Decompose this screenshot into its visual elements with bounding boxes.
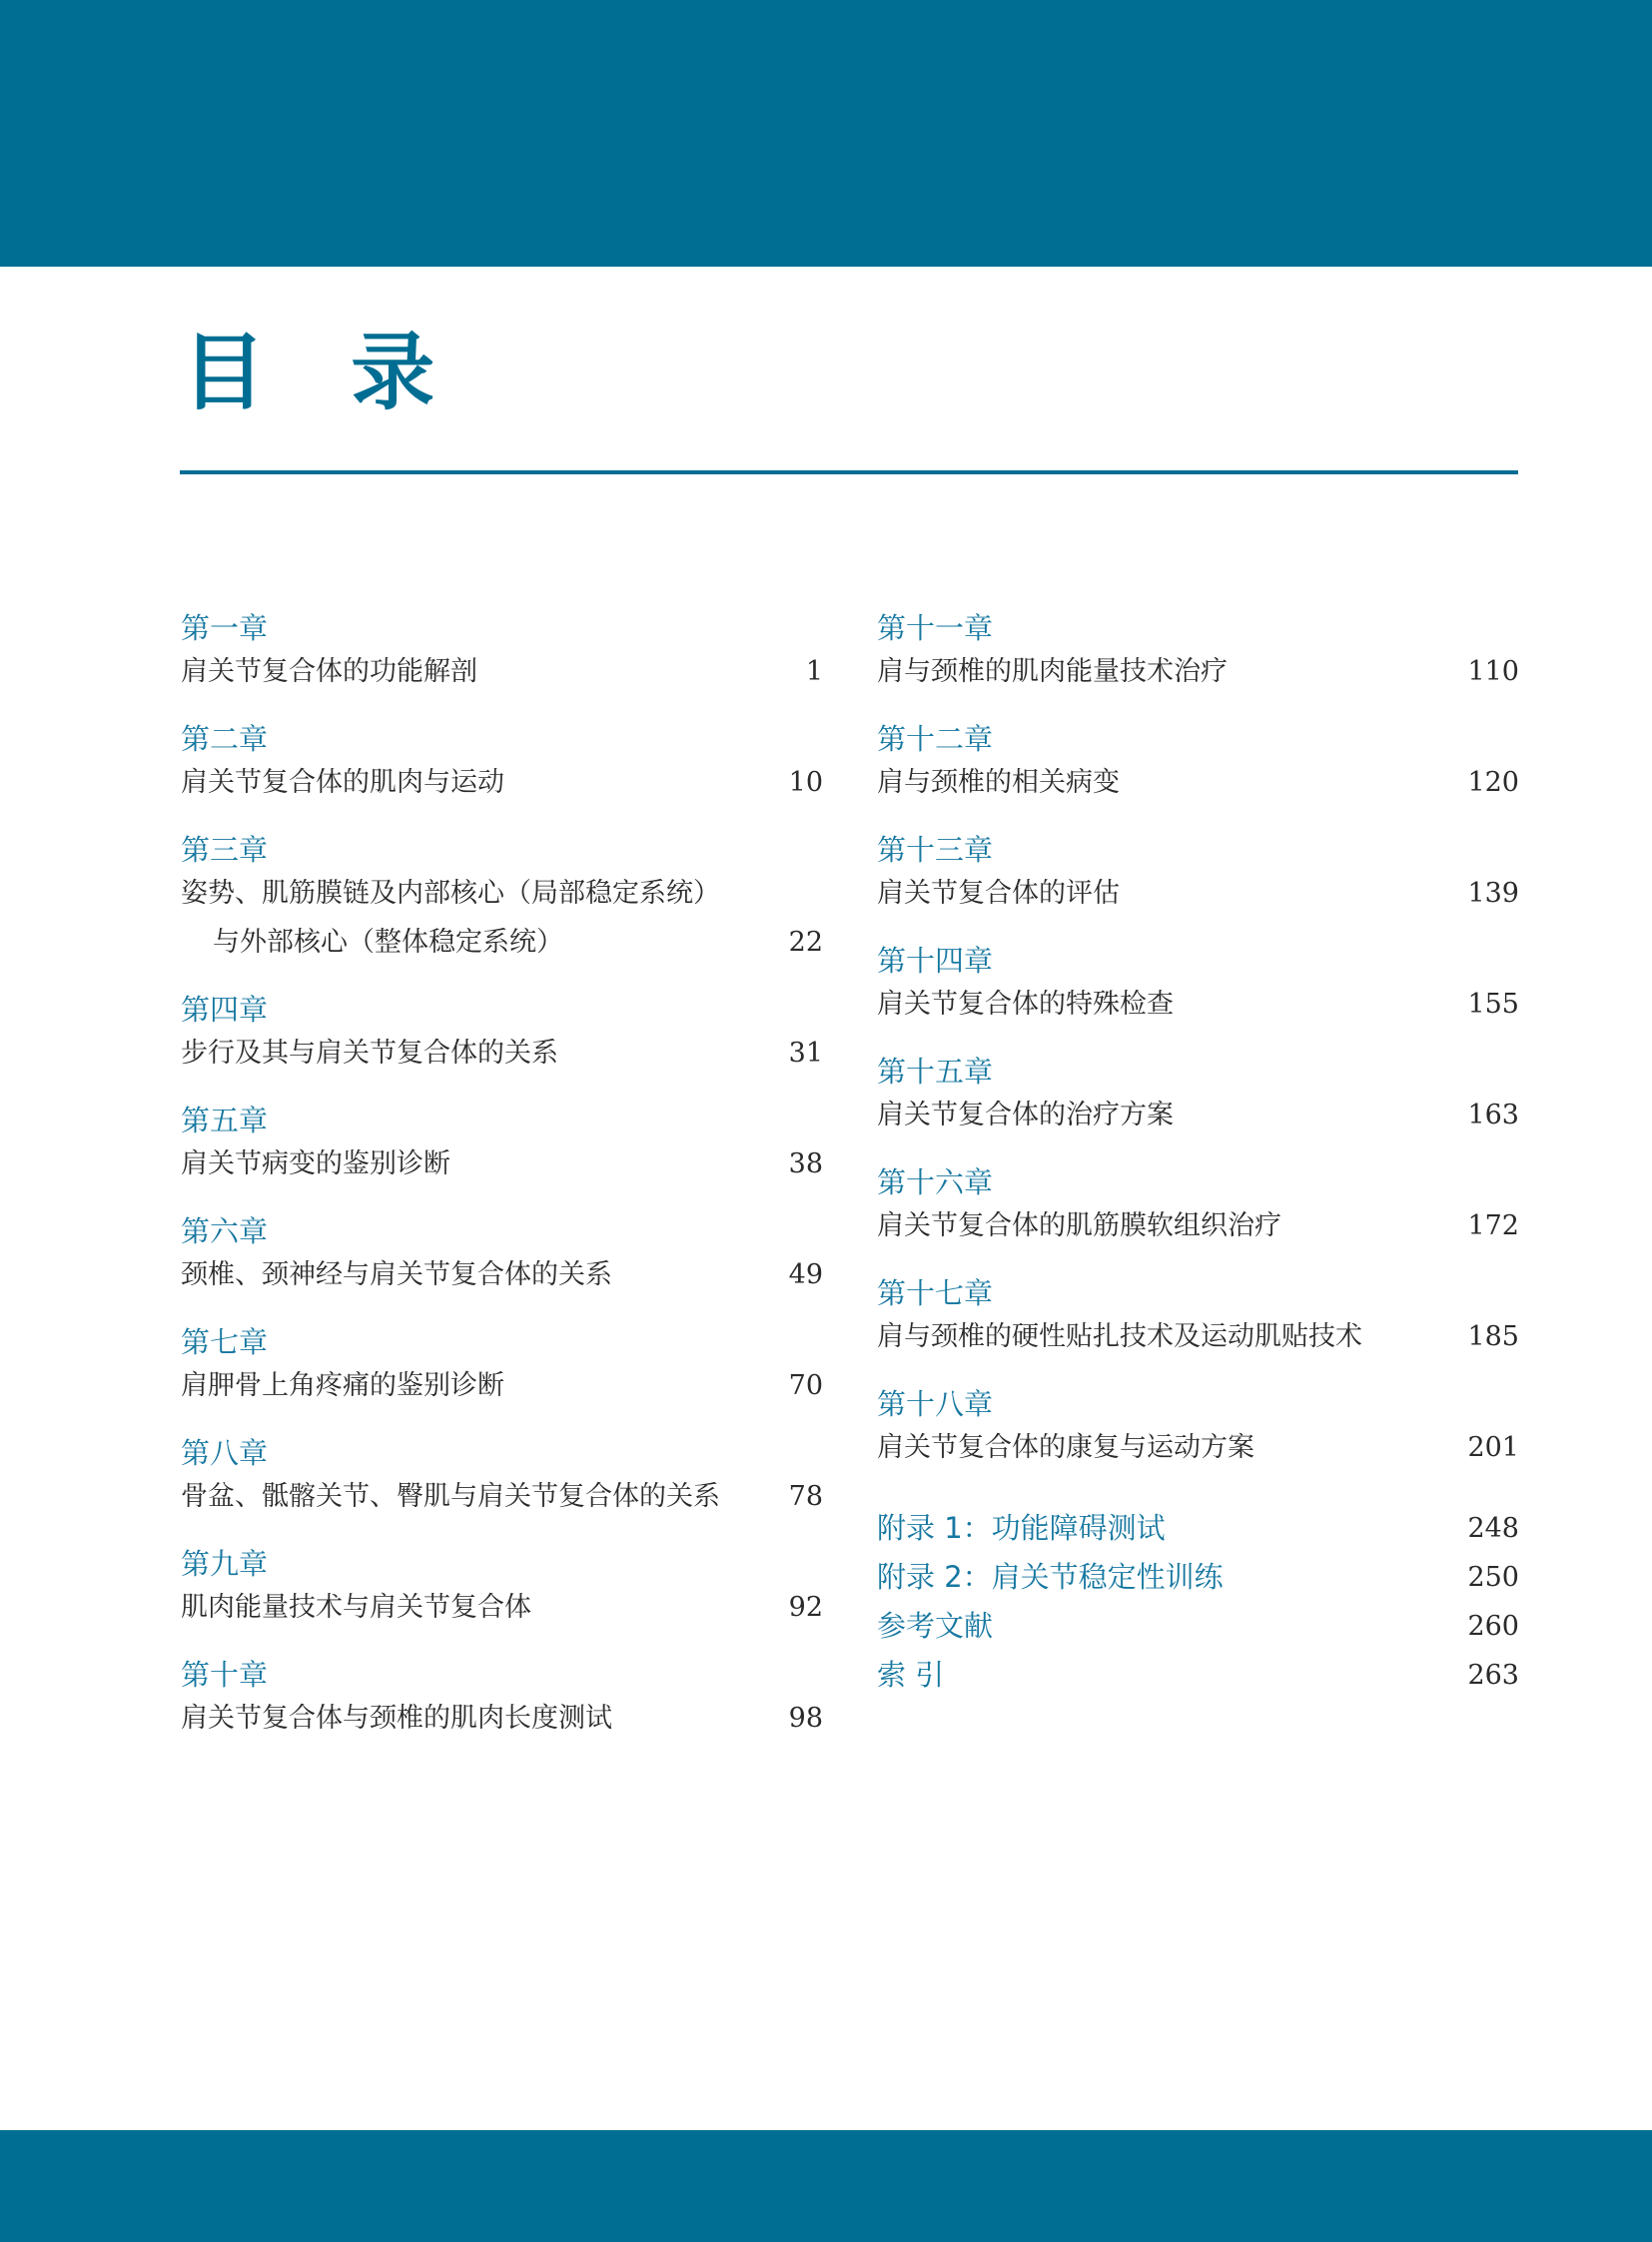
page-number: 163: [1467, 1100, 1519, 1130]
page-number: 70: [788, 1370, 823, 1401]
title-divider: [180, 470, 1518, 474]
chapter-title: 肩关节复合体的治疗方案: [877, 1100, 1174, 1130]
chapter-title: 与外部核心（整体稳定系统）: [213, 927, 563, 958]
chapter-number: 第十章: [181, 1658, 269, 1692]
toc-entry[interactable]: [181, 1212, 823, 1299]
appendix-entry[interactable]: [877, 1651, 1519, 1700]
toc-line: [181, 1694, 823, 1743]
chapter-title: 姿势、肌筋膜链及内部核心（局部稳定系统）: [181, 878, 720, 909]
toc-line: [877, 758, 1519, 807]
chapter-title: 肩关节复合体的功能解剖: [181, 656, 477, 687]
toc-entry[interactable]: [877, 720, 1519, 807]
toc-line: [877, 1091, 1519, 1139]
toc-right-column: [877, 609, 1519, 1700]
appendix-entry[interactable]: [877, 1504, 1519, 1553]
page-number: 172: [1467, 1210, 1519, 1241]
toc-entry[interactable]: [877, 1274, 1519, 1361]
chapter-number: 第十七章: [877, 1276, 994, 1310]
page-number: 10: [788, 767, 823, 798]
toc-entry[interactable]: [181, 720, 823, 807]
toc-entry[interactable]: [877, 1385, 1519, 1472]
page-number: 1: [805, 656, 823, 687]
chapter-number: 第十三章: [877, 833, 994, 867]
page-number: 250: [1467, 1562, 1519, 1593]
page-number: 98: [788, 1703, 823, 1734]
toc-line: [181, 918, 823, 967]
chapter-number: 第十二章: [877, 722, 994, 756]
toc-line: [181, 1139, 823, 1188]
chapter-number: 第七章: [181, 1325, 269, 1359]
chapter-title: 肩关节复合体的肌肉与运动: [181, 767, 504, 798]
chapter-title: 骨盆、骶髂关节、臀肌与肩关节复合体的关系: [181, 1481, 720, 1512]
toc-entry[interactable]: [181, 991, 823, 1078]
page-number: 49: [788, 1259, 823, 1290]
chapter-number: 第二章: [181, 722, 269, 756]
page-number: 248: [1467, 1513, 1519, 1544]
toc-entry[interactable]: [181, 609, 823, 696]
chapter-title: 肩关节复合体的评估: [877, 878, 1120, 909]
chapter-title: 肩胛骨上角疼痛的鉴别诊断: [181, 1370, 504, 1401]
appendix-title: 索 引: [877, 1658, 945, 1692]
footer-band: [0, 2130, 1652, 2242]
chapter-title: 肩关节复合体的康复与运动方案: [877, 1432, 1254, 1463]
page-number: 38: [788, 1148, 823, 1179]
appendix-entry[interactable]: [877, 1553, 1519, 1602]
toc-line: [877, 647, 1519, 696]
chapter-title: 肌肉能量技术与肩关节复合体: [181, 1592, 531, 1623]
page-number: 201: [1467, 1432, 1519, 1463]
toc-line: [181, 647, 823, 696]
toc-line: [877, 1201, 1519, 1250]
chapter-number: 第十一章: [877, 611, 994, 645]
page-number: 110: [1467, 656, 1519, 687]
page-number: 185: [1467, 1321, 1519, 1352]
page-number: 78: [788, 1481, 823, 1512]
page-number: 139: [1467, 878, 1519, 909]
chapter-number: 第八章: [181, 1436, 269, 1470]
toc-line: [181, 758, 823, 807]
toc-entry[interactable]: [181, 1545, 823, 1632]
chapter-title: 步行及其与肩关节复合体的关系: [181, 1038, 558, 1069]
chapter-title: 肩关节复合体的肌筋膜软组织治疗: [877, 1210, 1281, 1241]
toc-line: [181, 1583, 823, 1632]
toc-entry[interactable]: [877, 831, 1519, 918]
chapter-title: 肩与颈椎的相关病变: [877, 767, 1120, 798]
chapter-number: 第十六章: [877, 1165, 994, 1199]
toc-line: [181, 1361, 823, 1410]
appendix-title: 附录 2：肩关节稳定性训练: [877, 1560, 1224, 1594]
appendix-title: 参考文献: [877, 1609, 994, 1643]
toc-left-column: [181, 609, 823, 1767]
toc-line: [877, 980, 1519, 1029]
chapter-title: 颈椎、颈神经与肩关节复合体的关系: [181, 1259, 612, 1290]
chapter-number: 第十四章: [877, 944, 994, 978]
toc-entry[interactable]: [181, 1102, 823, 1188]
appendix-list: [877, 1504, 1519, 1700]
toc-entry[interactable]: [181, 1434, 823, 1521]
chapter-number: 第十五章: [877, 1055, 994, 1089]
chapter-number: 第六章: [181, 1214, 269, 1248]
toc-entry[interactable]: [877, 1163, 1519, 1250]
chapter-title: 肩与颈椎的硬性贴扎技术及运动肌贴技术: [877, 1321, 1362, 1352]
appendix-entry[interactable]: [877, 1602, 1519, 1651]
page-number: 263: [1467, 1660, 1519, 1691]
page-number: 92: [788, 1592, 823, 1623]
toc-line: [181, 1029, 823, 1078]
chapter-title: 肩关节复合体的特殊检查: [877, 989, 1174, 1020]
page-title: 目 录: [182, 323, 463, 421]
toc-entry[interactable]: [877, 942, 1519, 1029]
chapter-title: 肩关节病变的鉴别诊断: [181, 1148, 450, 1179]
chapter-number: 第五章: [181, 1104, 269, 1137]
toc-line: [877, 1312, 1519, 1361]
chapter-number: 第一章: [181, 611, 269, 645]
toc-entry[interactable]: [181, 1323, 823, 1410]
chapter-number: 第十八章: [877, 1387, 994, 1421]
chapter-number: 第九章: [181, 1547, 269, 1581]
toc-line: [181, 1472, 823, 1521]
page-number: 31: [788, 1038, 823, 1069]
header-band: [0, 0, 1652, 267]
toc-entry[interactable]: [877, 609, 1519, 696]
chapter-number: 第四章: [181, 993, 269, 1027]
page-number: 260: [1467, 1611, 1519, 1642]
toc-entry[interactable]: [181, 1656, 823, 1743]
chapter-number: 第三章: [181, 833, 269, 867]
page-number: 22: [788, 927, 823, 958]
toc-line: [181, 869, 823, 918]
toc-entry[interactable]: [181, 831, 823, 967]
page-number: 155: [1467, 989, 1519, 1020]
toc-entry[interactable]: [877, 1053, 1519, 1139]
toc-line: [181, 1250, 823, 1299]
appendix-title: 附录 1：功能障碍测试: [877, 1511, 1166, 1545]
chapter-title: 肩关节复合体与颈椎的肌肉长度测试: [181, 1703, 612, 1734]
page-number: 120: [1467, 767, 1519, 798]
toc-line: [877, 1423, 1519, 1472]
chapter-title: 肩与颈椎的肌肉能量技术治疗: [877, 656, 1228, 687]
toc-line: [877, 869, 1519, 918]
